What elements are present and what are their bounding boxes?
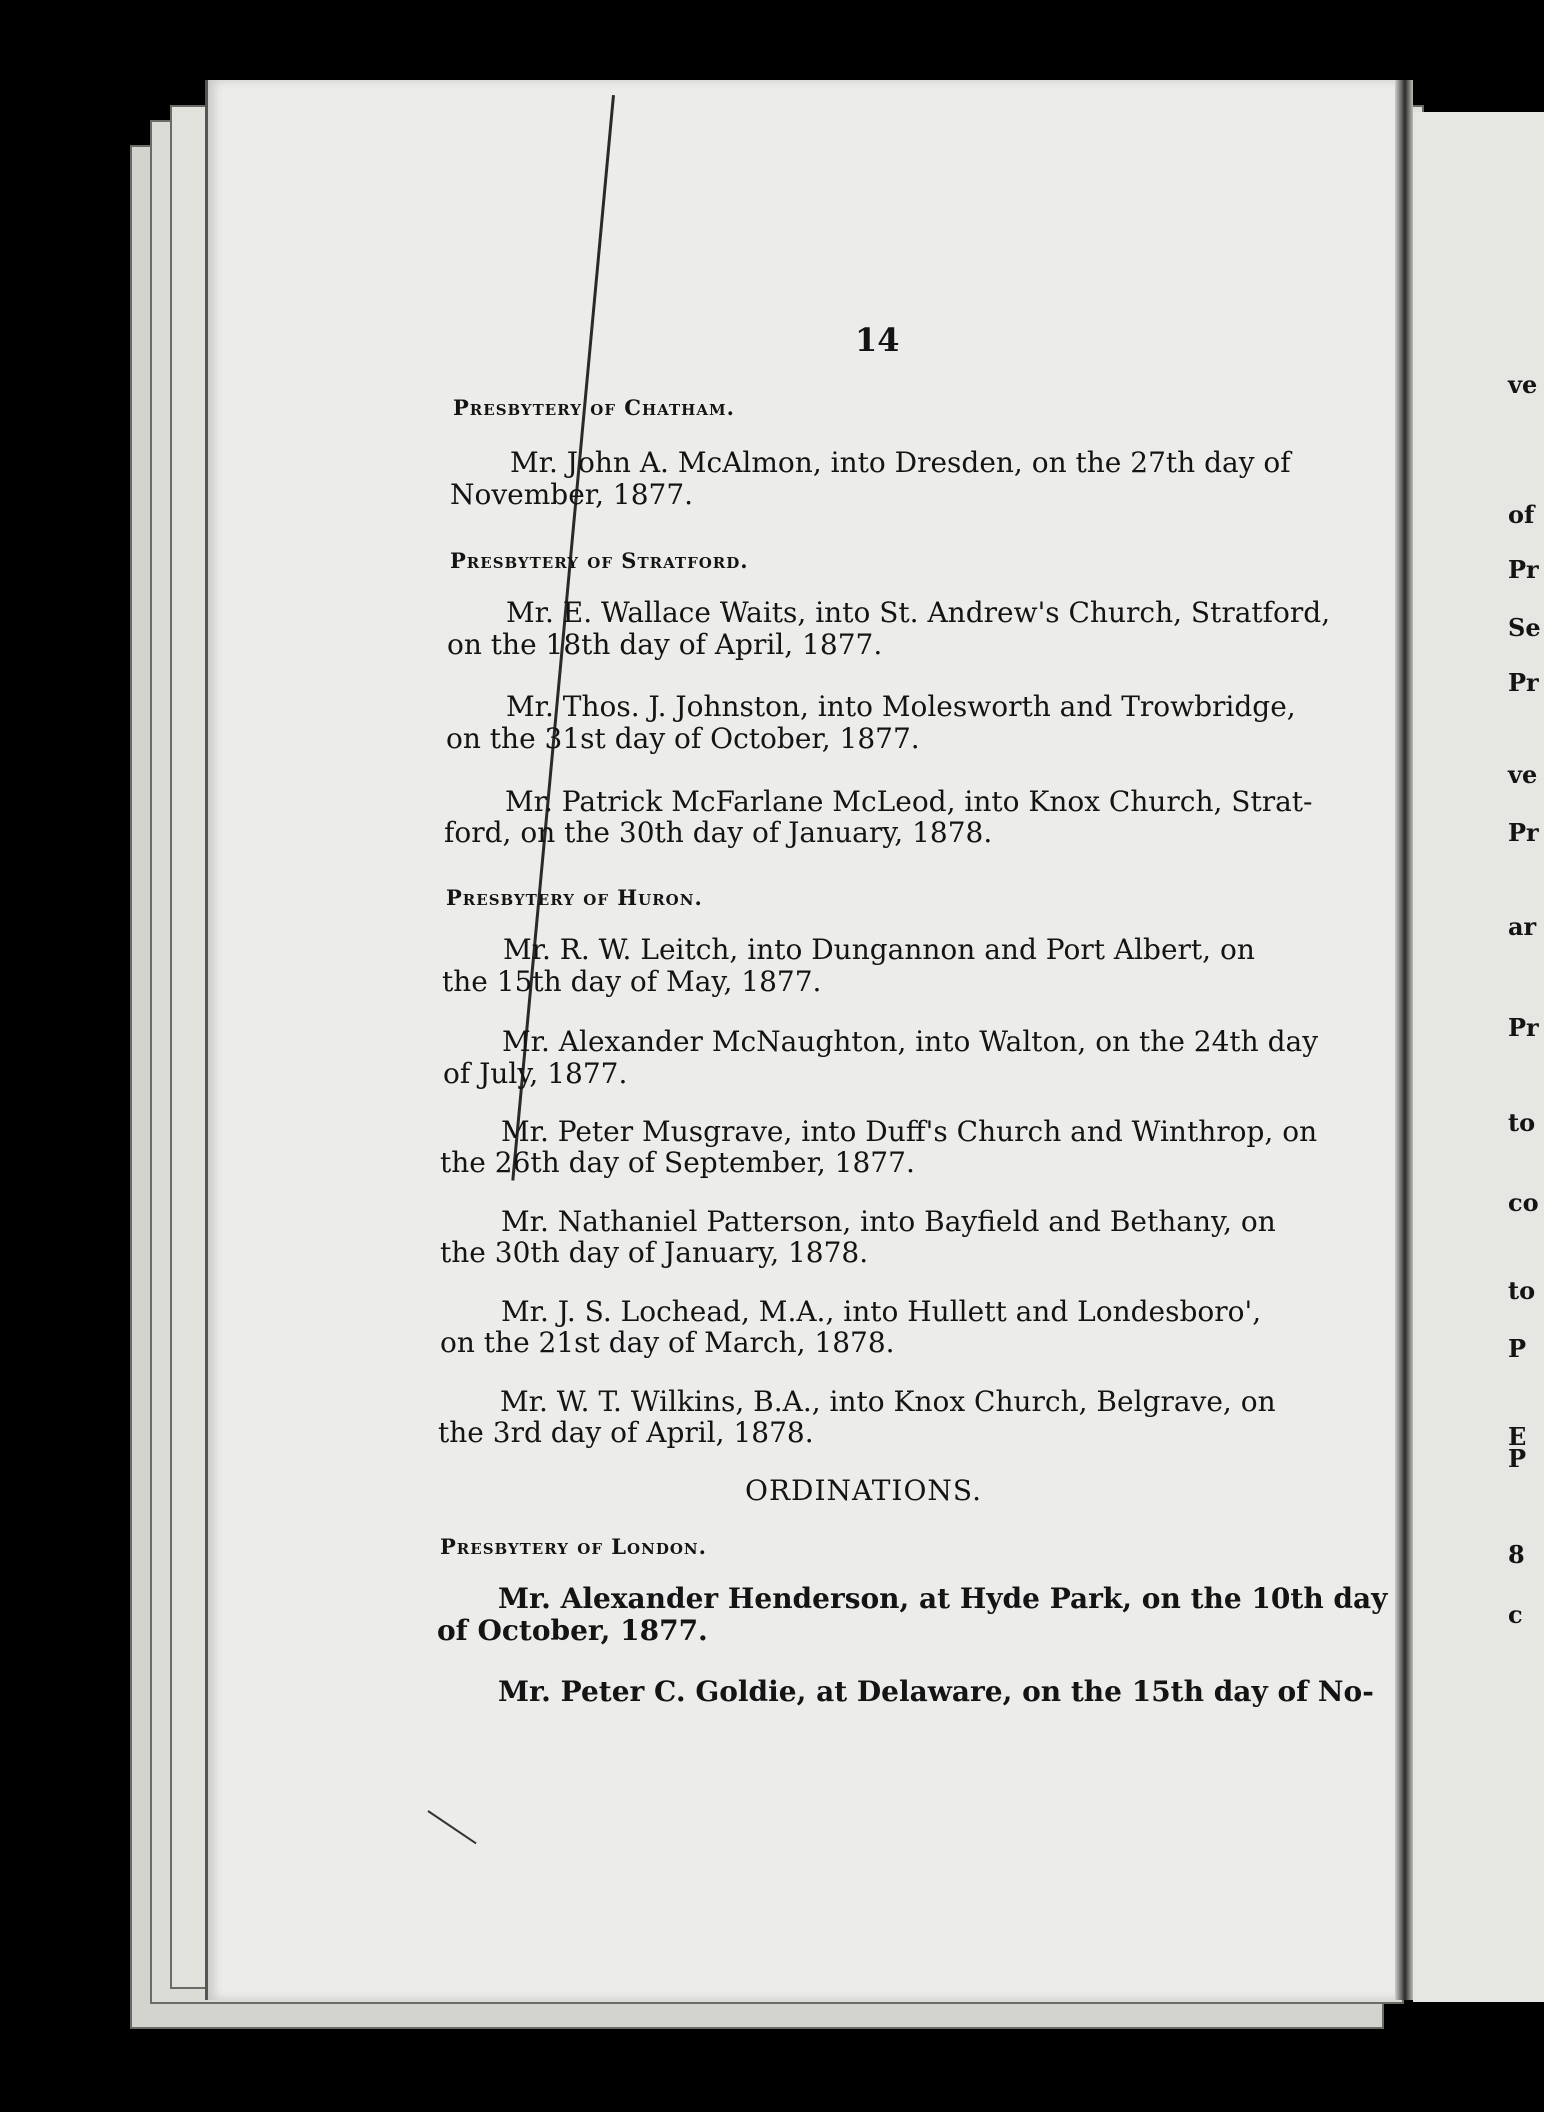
entry-line: on the 18th day of April, 1877.: [447, 628, 883, 661]
entry-line: Mr. John A. McAlmon, into Dresden, on the 27th day of: [510, 446, 1291, 479]
entry-line: the 15th day of May, 1877.: [442, 965, 822, 998]
entry-line: of October, 1877.: [437, 1614, 708, 1647]
entry-line: the 3rd day of April, 1878.: [438, 1416, 814, 1449]
entry-line: Mr. R. W. Leitch, into Dungannon and Port Albert, on: [503, 933, 1255, 966]
right-page-fragment: to: [1508, 1108, 1536, 1137]
right-page-fragment: c: [1508, 1600, 1523, 1629]
entry-line: Mr. Patrick McFarlane McLeod, into Knox Church, Strat-: [505, 785, 1313, 818]
right-page-fragment: Pr: [1508, 555, 1539, 584]
entry-line: Mr. W. T. Wilkins, B.A., into Knox Church, Belgrave, on: [500, 1385, 1276, 1418]
section-heading: Presbytery of Huron.: [446, 885, 703, 910]
right-page-fragment: P: [1508, 1444, 1527, 1473]
right-page-fragment: 8: [1508, 1540, 1525, 1569]
section-heading: Presbytery of Stratford.: [450, 548, 749, 573]
right-page-fragment: ve: [1508, 760, 1538, 789]
right-page-fragment: Pr: [1508, 668, 1539, 697]
entry-line: of July, 1877.: [443, 1057, 628, 1090]
section-title: ORDINATIONS.: [745, 1474, 983, 1507]
entry-line: Mr. Peter C. Goldie, at Delaware, on the 15th day of No-: [498, 1675, 1374, 1708]
page-number: 14: [855, 321, 900, 359]
entry-line: on the 31st day of October, 1877.: [446, 722, 920, 755]
entry-line: November, 1877.: [450, 478, 694, 511]
right-page-fragment: Pr: [1508, 818, 1539, 847]
right-page-fragment: co: [1508, 1188, 1539, 1217]
right-page-fragment: Se: [1508, 613, 1541, 642]
right-page-fragment: to: [1508, 1276, 1536, 1305]
right-page-fragment: Pr: [1508, 1013, 1539, 1042]
entry-line: the 26th day of September, 1877.: [440, 1146, 915, 1179]
entry-line: Mr. Alexander McNaughton, into Walton, on the 24th day: [502, 1025, 1319, 1058]
entry-line: Mr. Thos. J. Johnston, into Molesworth and Trowbridge,: [506, 690, 1296, 723]
right-page-fragment: P: [1508, 1334, 1527, 1363]
entry-line: on the 21st day of March, 1878.: [440, 1326, 895, 1359]
entry-line: the 30th day of January, 1878.: [440, 1236, 869, 1269]
entry-line: Mr. J. S. Lochead, M.A., into Hullett and Londesboro',: [501, 1295, 1262, 1328]
entry-line: Mr. Nathaniel Patterson, into Bayfield and Bethany, on: [501, 1205, 1276, 1238]
entry-line: ford, on the 30th day of January, 1878.: [444, 816, 993, 849]
right-page-fragment: ar: [1508, 912, 1537, 941]
section-heading: Presbytery of London.: [440, 1534, 707, 1559]
entry-line: Mr. E. Wallace Waits, into St. Andrew's Church, Stratford,: [506, 596, 1331, 629]
right-page-fragment: E: [1508, 1422, 1527, 1451]
right-page-fragment: of: [1508, 500, 1535, 529]
entry-line: Mr. Peter Musgrave, into Duff's Church and Winthrop, on: [501, 1115, 1318, 1148]
section-heading: Presbytery of Chatham.: [453, 395, 735, 420]
book-gutter: [1395, 80, 1413, 2000]
right-page-fragment: ve: [1508, 370, 1538, 399]
entry-line: Mr. Alexander Henderson, at Hyde Park, on the 10th day: [498, 1582, 1388, 1615]
